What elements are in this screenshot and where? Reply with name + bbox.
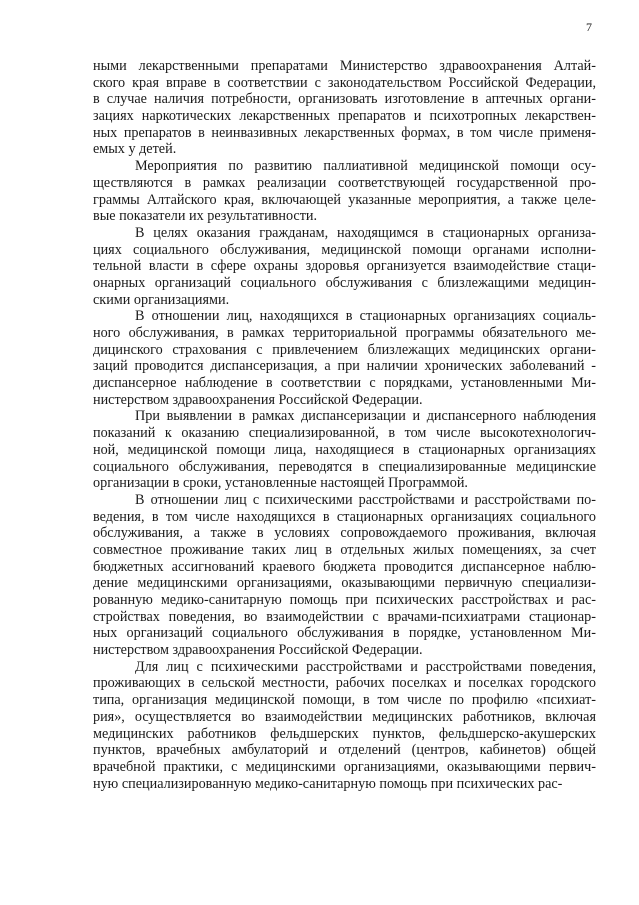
text-line: показаний к оказанию специализированной, в том числе высокотехнологич- (93, 425, 596, 442)
text-line: рия», осуществляется во взаимодействии медицинских работников, включая (93, 708, 596, 725)
text-line: Мероприятия по развитию паллиативной медицинской помощи осу- (135, 158, 596, 175)
text-line: ществляются в рамках реализации соответствующей государственной про- (93, 174, 596, 191)
paragraph (93, 58, 596, 158)
text-line: вые показатели их результативности. (93, 208, 318, 225)
text-line: ной, медицинской помощи лица, находящиеся в стационарных организациях (93, 441, 596, 458)
text-line: ного обслуживания, в рамках территориальной программы обязательного ме- (93, 325, 596, 341)
text-line: В отношении лиц с психическими расстройствами и расстройствами по- (135, 491, 596, 508)
text-line: типа, организация медицинской помощи, в том числе по профилю «психиат- (93, 692, 596, 709)
text-line: бюджетных ассигнований краевого бюджета проводится диспансерное наблю- (93, 558, 596, 575)
text-line: циях социального обслуживания, медицинской помощи органами исполни- (93, 241, 596, 258)
text-line: В целях оказания гражданам, находящимся в стационарных организа- (135, 224, 596, 241)
text-line: дение медицинскими организациями, оказывающими первичную специализи- (93, 575, 596, 592)
text-line: дицинского страхования с привлечением близлежащих медицинских органи- (93, 341, 596, 358)
paragraph (93, 158, 596, 225)
text-line: обслуживания, а также в условиях сопровождаемого проживания, включая (93, 525, 596, 542)
paragraph (93, 408, 596, 491)
text-line: скими организациями. (93, 291, 230, 308)
text-line: ными лекарственными препаратами Министерство здравоохранения Алтай- (93, 58, 596, 74)
text-line: ского края вправе в соответствии с законодательством Российской Федерации, (93, 74, 596, 91)
paragraph (93, 225, 596, 308)
text-line: медицинских работников фельдшерских пунктов, фельдшерско-акушерских (93, 725, 596, 742)
text-line: В отношении лиц, находящихся в стационарных организациях социаль- (135, 308, 596, 325)
page-number: 7 (586, 20, 592, 34)
text-line: нистерством здравоохранения Российской Федерации. (93, 391, 423, 408)
text-line: заций проводится диспансеризация, а при наличии хронических заболеваний - (93, 358, 596, 375)
text-line: ную специализированную медико-санитарную помощь при психических рас- (93, 775, 563, 792)
text-line: диспансерное наблюдение в соответствии с порядками, установленными Ми- (93, 375, 596, 392)
text-line: емых у детей. (93, 141, 177, 158)
text-line: ных организаций социального обслуживания в порядке, установленном Ми- (93, 625, 596, 642)
text-line: граммы Алтайского края, включающей указанные мероприятия, а также целе- (93, 191, 596, 208)
text-line: социального обслуживания, переводятся в специализированные медицинские (93, 458, 596, 475)
text-line: проживающих в сельской местности, рабочих поселках и поселках городского (93, 675, 596, 692)
text-line: онарных организаций социального обслуживания с близлежащими медицин- (93, 274, 596, 291)
paragraph (93, 659, 596, 793)
text-line: совместное проживание таких лиц в отдельных жилых помещениях, за счет (93, 541, 596, 558)
text-line: стройствах поведения, во взаимодействии с врачами-психиатрами стационар- (93, 608, 596, 625)
text-line: организации в сроки, установленные настоящей Программой. (93, 475, 468, 492)
text-line: ведения, в том числе находящихся в стационарных организациях социального (93, 508, 596, 525)
text-line: Для лиц с психическими расстройствами и расстройствами поведения, (135, 658, 596, 675)
text-line: в случае наличия потребности, организовать изготовление в аптечных органи- (93, 91, 596, 108)
paragraph (93, 308, 596, 408)
text-line: зациях наркотических лекарственных препаратов и психотропных лекарствен- (93, 108, 596, 125)
text-line: пунктов, врачебных амбулаторий и отделений (центров, кабинетов) общей (93, 742, 596, 759)
text-line: При выявлении в рамках диспансеризации и диспансерного наблюдения (135, 408, 596, 425)
text-line: тельной власти в сфере охраны здоровья организуется взаимодействие стаци- (93, 258, 596, 275)
text-line: врачебной практики, с медицинскими организациями, оказывающими первич- (93, 758, 596, 775)
text-line: ных препаратов в неинвазивных лекарственных формах, в том числе применя- (93, 124, 596, 141)
text-line: рованную медико-санитарную помощь при психических расстройствах и рас- (93, 592, 596, 608)
paragraph (93, 492, 596, 659)
document-body (93, 58, 596, 792)
text-line: нистерством здравоохранения Российской Федерации. (93, 642, 423, 659)
